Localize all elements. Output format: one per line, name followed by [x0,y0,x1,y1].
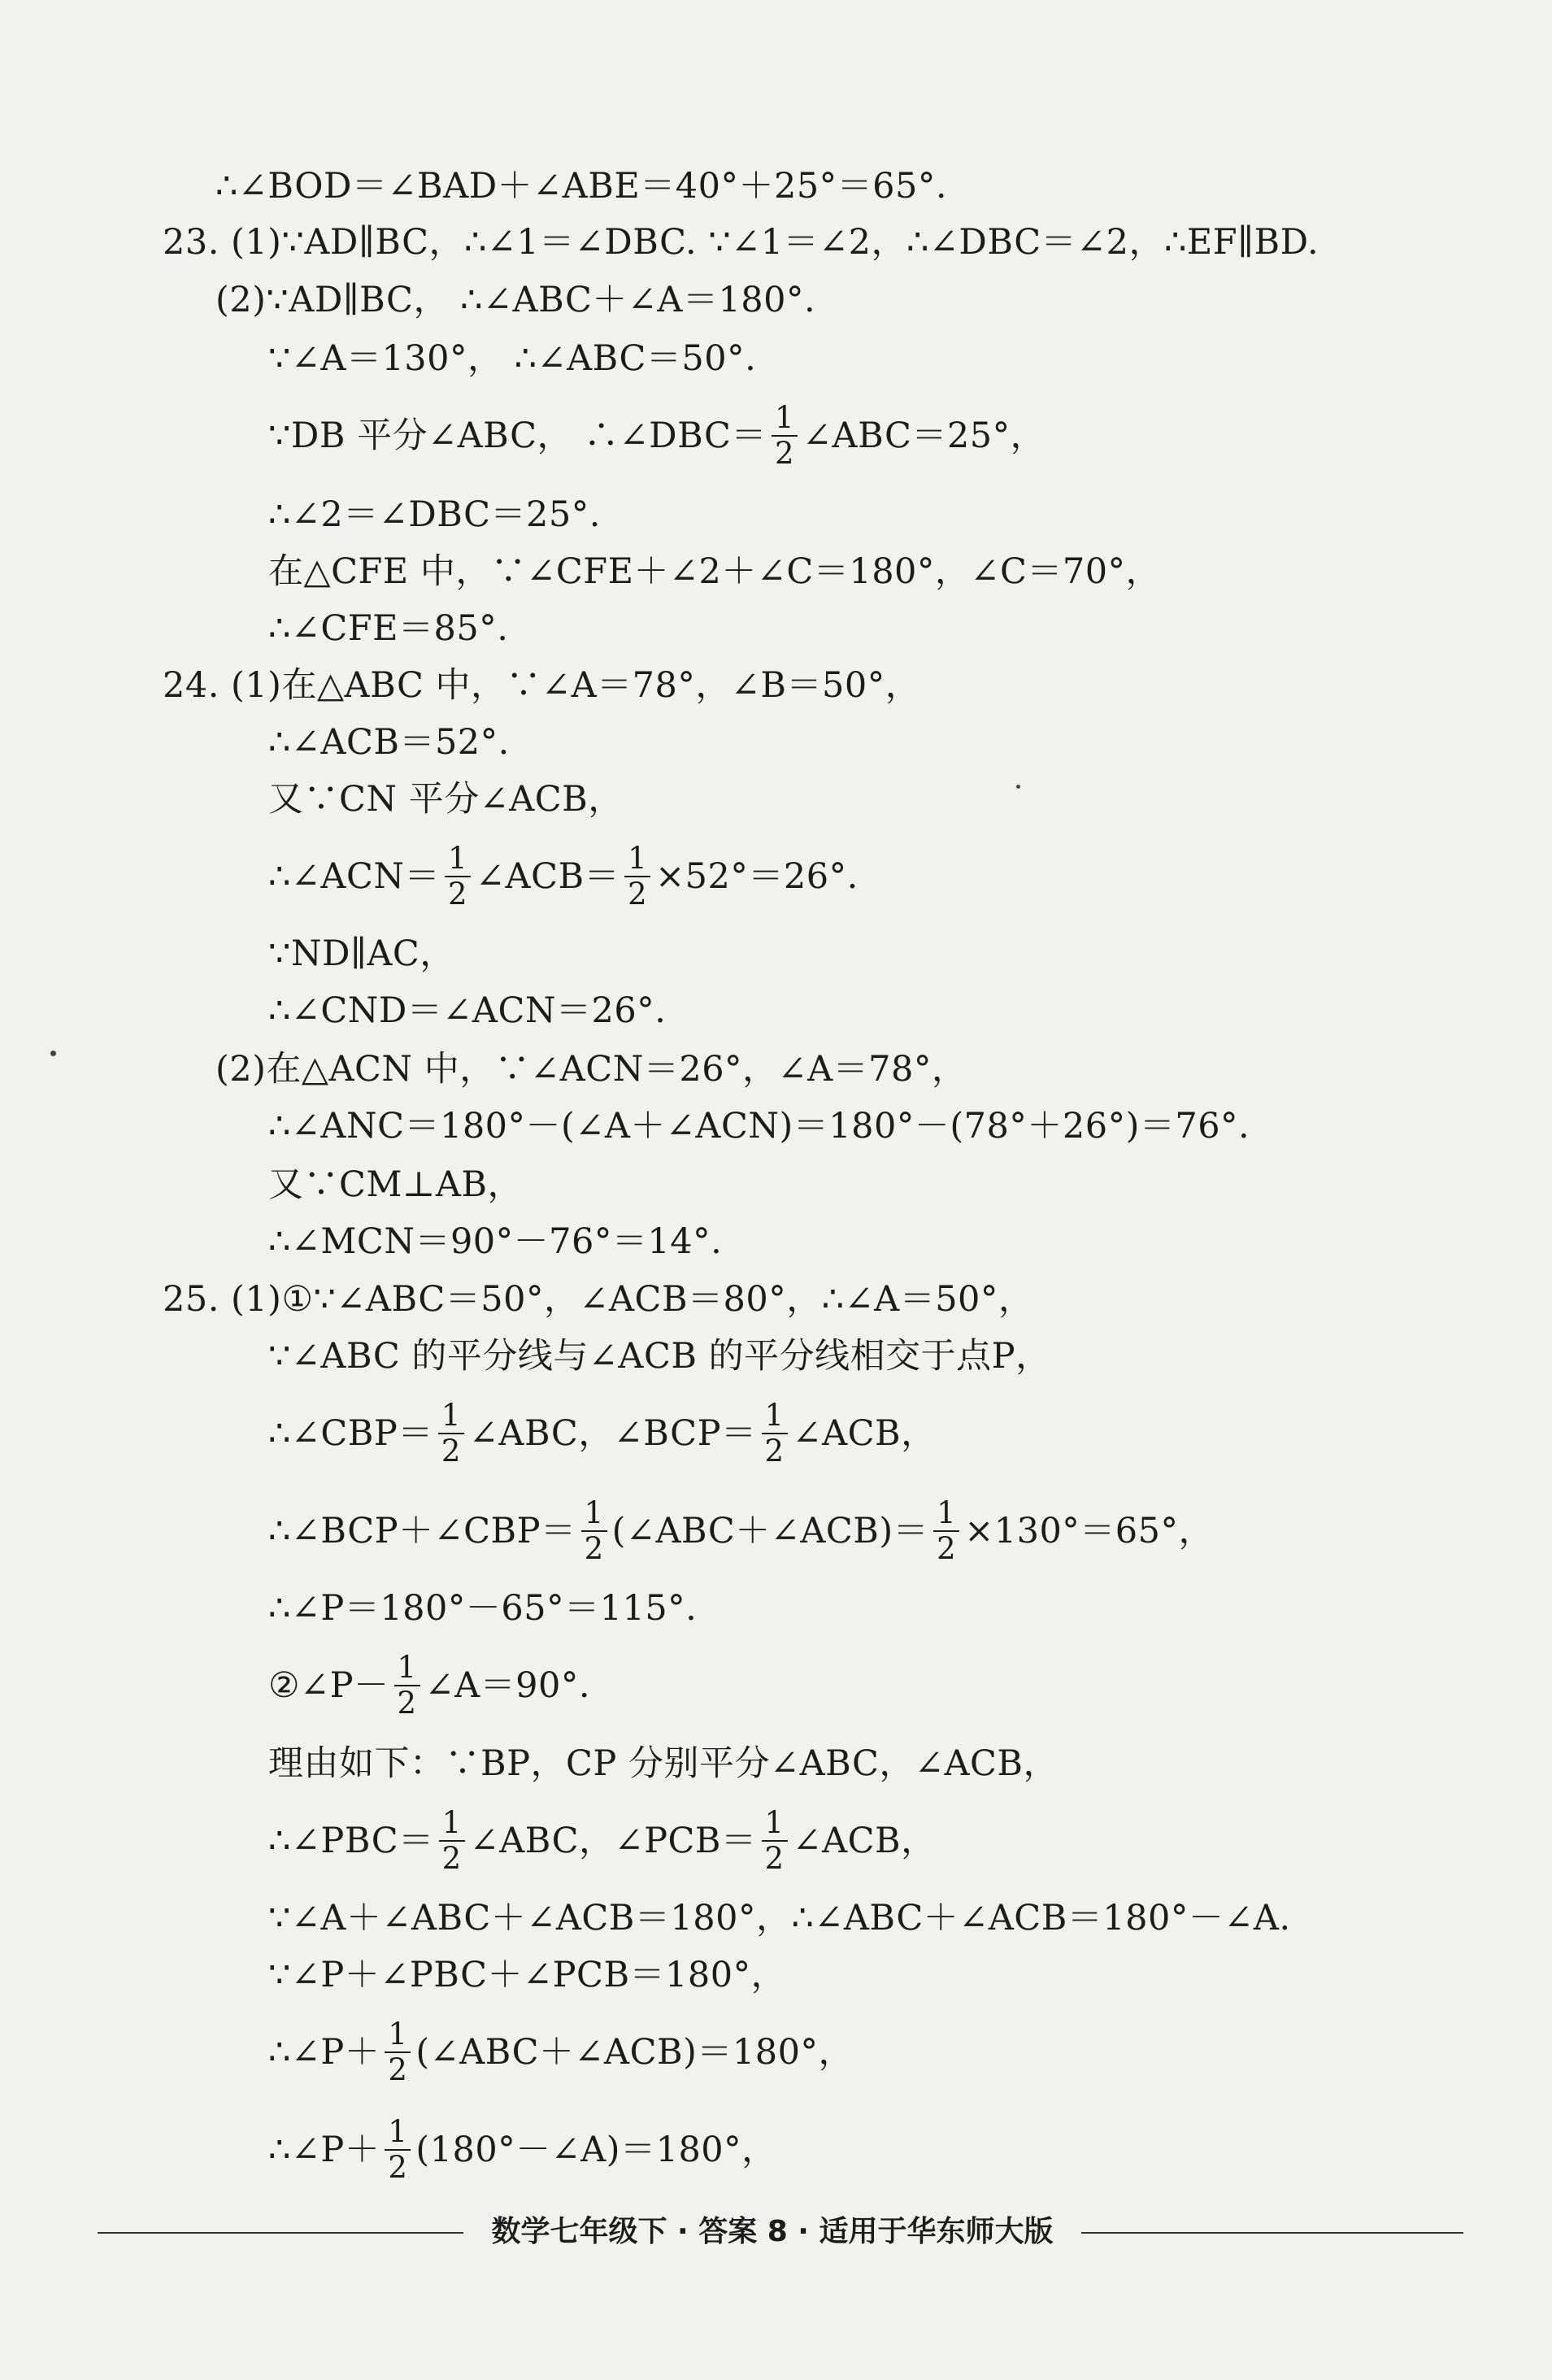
answer-line [268,1891,1291,1940]
fraction-denominator: 2 [628,877,648,912]
answer-text: (2)∵AD∥BC， ∴∠ABC＋∠A＝180°. [215,280,816,320]
answer-line [268,1948,786,1997]
answer-line [268,2005,854,2095]
answer-line [215,273,815,322]
answer-text: ∠ACB＝ [476,856,620,897]
fraction-denominator: 2 [447,877,468,912]
answer-text: 在△CFE 中，∵∠CFE＋∠2＋∠C＝180°，∠C＝70°， [268,551,1162,592]
answer-text: ∴∠MCN＝90°－76°＝14°. [268,1221,723,1262]
answer-text: ∠ACB， [792,1413,937,1454]
answer-line [268,1737,1059,1786]
answer-text: ∴∠PBC＝ [268,1821,434,1861]
fraction [772,401,798,471]
fraction-numerator: 1 [385,2017,411,2053]
fraction-denominator: 2 [388,2150,408,2185]
answer-line [268,1638,590,1728]
answer-line [268,984,666,1033]
answer-line [268,389,1046,478]
fraction [445,842,471,912]
fraction [624,842,650,912]
fraction-denominator: 2 [584,1531,604,1566]
fraction-denominator: 2 [764,1434,785,1468]
footer-rule-left [98,2232,463,2234]
fraction-denominator: 2 [764,1841,785,1876]
answer-line [268,2103,777,2192]
answer-line [268,602,508,650]
fraction [385,2115,411,2185]
answer-text: ∵∠A＝130°， ∴∠ABC＝50°. [268,338,757,379]
fraction-numerator: 1 [581,1496,607,1532]
fraction-numerator: 1 [394,1651,420,1686]
fraction [439,1806,465,1876]
answer-text: 理由如下：∵BP，CP 分别平分∠ABC，∠ACB， [268,1743,1059,1784]
answer-text: ∴∠BOD＝∠BAD＋∠ABE＝40°＋25°＝65°. [215,166,948,207]
answer-text: ∵∠ABC 的平分线与∠ACB 的平分线相交于点P， [268,1336,1051,1377]
answer-line [268,1794,937,1883]
fraction-numerator: 1 [439,1806,465,1842]
answer-line [268,1386,937,1476]
fraction-numerator: 1 [762,1806,788,1842]
fraction-denominator: 2 [774,436,794,471]
answer-text: (2)在△ACN 中，∵∠ACN＝26°，∠A＝78°， [215,1049,967,1090]
answer-line [268,1484,1214,1573]
fraction-numerator: 1 [385,2115,411,2151]
fraction-numerator: 1 [762,1399,788,1434]
fraction-denominator: 2 [388,2052,408,2087]
answer-text: ∠ABC，∠BCP＝ [468,1413,757,1454]
answer-line [268,1158,523,1207]
answer-line [163,215,1319,264]
answer-line [215,1042,967,1091]
answer-line [268,488,601,537]
answer-line [268,716,510,764]
answer-text: ×52°＝26°. [655,856,859,897]
answer-text: ∵DB 平分∠ABC， ∴∠DBC＝ [268,416,767,456]
answer-line [215,159,947,208]
footer-rule-right [1081,2232,1463,2234]
answer-line [268,1099,1250,1148]
fraction-numerator: 1 [624,842,650,877]
fraction [394,1651,420,1721]
fraction [385,2017,411,2087]
answer-text: ∠ACB， [792,1821,937,1861]
answer-line [163,1273,1033,1321]
answer-text: ∵∠P＋∠PBC＋∠PCB＝180°， [268,1955,787,1995]
answer-text: 23. (1)∵AD∥BC，∴∠1＝∠DBC. ∵∠1＝∠2，∴∠DBC＝∠2，∴EF∥BD. [163,222,1319,263]
fraction-denominator: 2 [937,1531,957,1566]
fraction [438,1399,464,1468]
answer-text: ∴∠P＋ [268,2130,380,2170]
speck-mark [50,1051,56,1056]
fraction [762,1806,788,1876]
fraction-denominator: 2 [441,1841,462,1876]
answer-text: ∴∠BCP＋∠CBP＝ [268,1511,576,1551]
answer-line [163,659,920,707]
answer-text: 25. (1)①∵∠ABC＝50°，∠ACB＝80°，∴∠A＝50°， [163,1279,1034,1320]
answer-text: ∠ABC＝25°， [802,416,1046,456]
answer-text: ②∠P－ [268,1665,389,1706]
answer-text: (∠ABC＋∠ACB)＝180°， [415,2032,854,2073]
answer-line [268,1582,697,1630]
answer-text: ∴∠CND＝∠ACN＝26°. [268,990,667,1031]
answer-text: ∵ND∥AC， [268,933,455,974]
answer-text: (180°－∠A)＝180°， [415,2130,777,2170]
answer-text: ∠ABC，∠PCB＝ [469,1821,757,1861]
answer-text: 24. (1)在△ABC 中，∵∠A＝78°，∠B＝50°， [163,665,921,706]
answer-text: ∴∠ACB＝52°. [268,722,510,763]
speck-mark [1016,785,1020,789]
fraction-denominator: 2 [441,1434,461,1468]
fraction-denominator: 2 [397,1686,417,1721]
fraction-numerator: 1 [438,1399,464,1434]
answer-text: ∴∠P＋ [268,2032,380,2073]
answer-text: ∴∠CBP＝ [268,1413,433,1454]
fraction-numerator: 1 [445,842,471,877]
answer-text: 又∵CM⊥AB， [268,1164,524,1205]
answer-text: ∠A＝90°. [424,1665,591,1706]
answer-line [268,1329,1051,1378]
answer-text: ∴∠ACN＝ [268,856,440,897]
answer-text: ∴∠P＝180°－65°＝115°. [268,1588,698,1629]
fraction [933,1496,959,1566]
answer-text: ∵∠A＋∠ABC＋∠ACB＝180°，∴∠ABC＋∠ACB＝180°－∠A. [268,1898,1291,1938]
answer-text: (∠ABC＋∠ACB)＝ [611,1511,929,1551]
answer-text: ∴∠CFE＝85°. [268,608,509,649]
page-footer: 数学七年级下 · 答案 8 · 适用于华东师大版 [491,2215,1054,2248]
answer-line [268,829,859,919]
fraction [762,1399,788,1468]
answer-line [268,545,1161,594]
fraction-numerator: 1 [933,1496,959,1532]
answer-line [268,772,624,821]
answer-text: ×130°＝65°， [964,1511,1215,1551]
fraction [581,1496,607,1566]
answer-line [268,927,455,976]
fraction-numerator: 1 [772,401,798,437]
answer-text: ∴∠2＝∠DBC＝25°. [268,494,601,535]
answer-line [268,1215,722,1264]
answer-text: 又∵CN 平分∠ACB， [268,779,624,820]
answer-line [268,332,756,381]
answer-text: ∴∠ANC＝180°－(∠A＋∠ACN)＝180°－(78°＋26°)＝76°. [268,1106,1250,1146]
